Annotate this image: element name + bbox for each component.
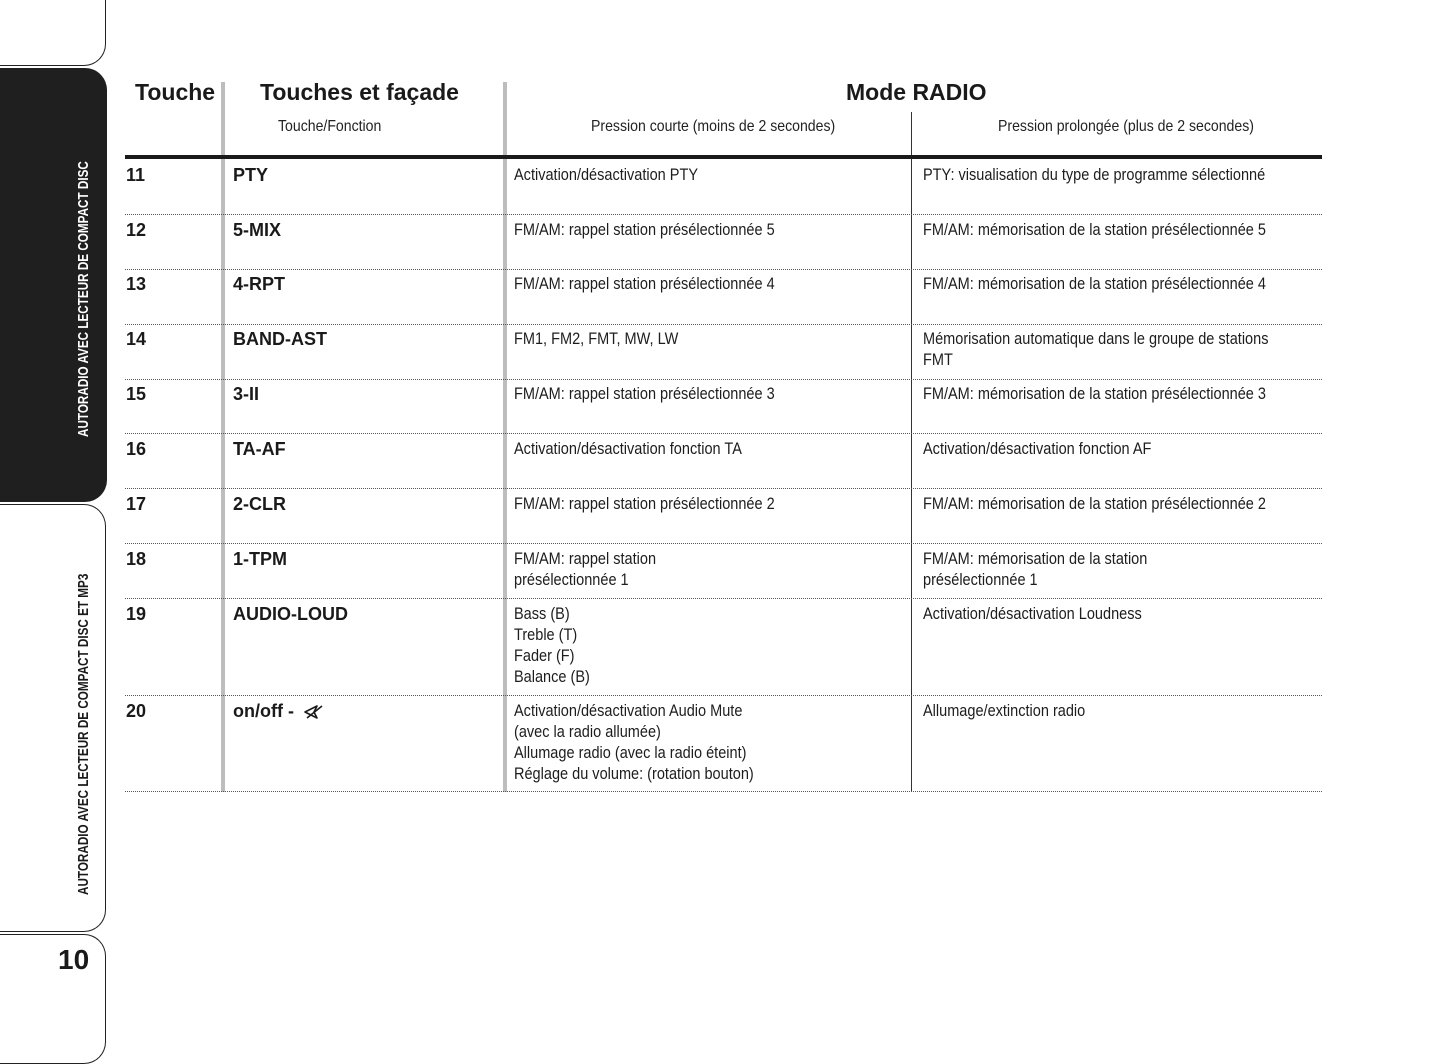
row-number: 18 — [126, 549, 147, 569]
key-label: 4-RPT — [233, 274, 286, 294]
short-press-cell: Activation/désactivation Audio Mute (avec la radio allumée) Allumage radio (avec la radio éteint) Réglage du volume: (rotation bouton) — [514, 702, 754, 783]
long-press-cell: FM/AM: mémorisation de la station présélectionnée 1 — [923, 550, 1148, 589]
row-number: 19 — [126, 604, 147, 624]
side-tab-mp3-label: AUTORADIO AVEC LECTEUR DE COMPACT DISC ET MP3 — [75, 573, 92, 895]
long-press-cell: PTY: visualisation du type de programme sélectionné — [923, 166, 1266, 184]
row-number: 14 — [126, 329, 147, 349]
header-pression-courte: Pression courte (moins de 2 secondes) — [591, 118, 836, 135]
header-touche: Touche — [135, 79, 216, 105]
long-press-cell: FM/AM: mémorisation de la station présélectionnée 4 — [923, 275, 1266, 293]
row-separator — [125, 379, 1322, 380]
header-touche-fonction: Touche/Fonction — [278, 118, 382, 135]
header-mode-radio: Mode RADIO — [846, 79, 987, 105]
key-label: 3-II — [233, 384, 260, 404]
header-touches-facade: Touches et façade — [260, 79, 459, 105]
row-number: 13 — [126, 274, 147, 294]
header-pression-prolongee: Pression prolongée (plus de 2 secondes) — [998, 118, 1254, 135]
side-tab-page — [0, 934, 106, 1064]
key-label: 2-CLR — [233, 494, 286, 514]
key-label: PTY — [233, 165, 269, 185]
key-label: BAND-AST — [233, 329, 327, 349]
row-separator — [125, 214, 1322, 215]
row-separator — [125, 433, 1322, 434]
short-press-cell: FM/AM: rappel station présélectionnée 4 — [514, 275, 775, 293]
page-number: 10 — [58, 944, 90, 975]
long-press-cell: Activation/désactivation Loudness — [923, 605, 1142, 623]
row-separator — [125, 791, 1322, 792]
row-separator — [125, 269, 1322, 270]
side-tab-top — [0, 0, 106, 66]
header-rule — [125, 155, 1322, 159]
key-label: on/off - — [233, 701, 294, 721]
row-number: 17 — [126, 494, 147, 514]
short-press-cell: FM/AM: rappel station présélectionnée 1 — [514, 550, 657, 589]
side-tab-active-label: AUTORADIO AVEC LECTEUR DE COMPACT DISC — [75, 161, 92, 437]
key-label: 5-MIX — [233, 220, 282, 240]
column-divider-2 — [503, 82, 507, 792]
short-press-cell: FM/AM: rappel station présélectionnée 5 — [514, 221, 775, 239]
row-separator — [125, 324, 1322, 325]
short-press-cell: Bass (B) Treble (T) Fader (F) Balance (B) — [514, 605, 590, 686]
short-press-cell: FM/AM: rappel station présélectionnée 2 — [514, 495, 775, 513]
long-press-cell: Allumage/extinction radio — [923, 702, 1086, 720]
row-number: 16 — [126, 439, 147, 459]
long-press-cell: Activation/désactivation fonction AF — [923, 440, 1152, 458]
row-separator — [125, 543, 1322, 544]
short-press-cell: FM1, FM2, FMT, MW, LW — [514, 330, 679, 348]
row-separator — [125, 695, 1322, 696]
short-press-cell: Activation/désactivation fonction TA — [514, 440, 742, 458]
long-press-cell: FM/AM: mémorisation de la station présélectionnée 5 — [923, 221, 1266, 239]
row-number: 20 — [126, 701, 147, 721]
key-label: AUDIO-LOUD — [233, 604, 348, 624]
row-number: 15 — [126, 384, 147, 404]
key-label: 1-TPM — [233, 549, 287, 569]
column-divider-1 — [221, 82, 225, 792]
row-separator — [125, 598, 1322, 599]
row-separator — [125, 488, 1322, 489]
key-label: TA-AF — [233, 439, 286, 459]
key-label-onoff — [233, 701, 325, 722]
short-press-cell: FM/AM: rappel station présélectionnée 3 — [514, 385, 775, 403]
row-number: 11 — [126, 165, 146, 185]
short-press-cell: Activation/désactivation PTY — [514, 166, 699, 184]
long-press-cell: FM/AM: mémorisation de la station présélectionnée 3 — [923, 385, 1266, 403]
row-number: 12 — [126, 220, 147, 240]
long-press-cell: Mémorisation automatique dans le groupe de stations FMT — [923, 330, 1269, 369]
speaker-mute-icon — [303, 703, 325, 721]
long-press-cell: FM/AM: mémorisation de la station présélectionnée 2 — [923, 495, 1266, 513]
